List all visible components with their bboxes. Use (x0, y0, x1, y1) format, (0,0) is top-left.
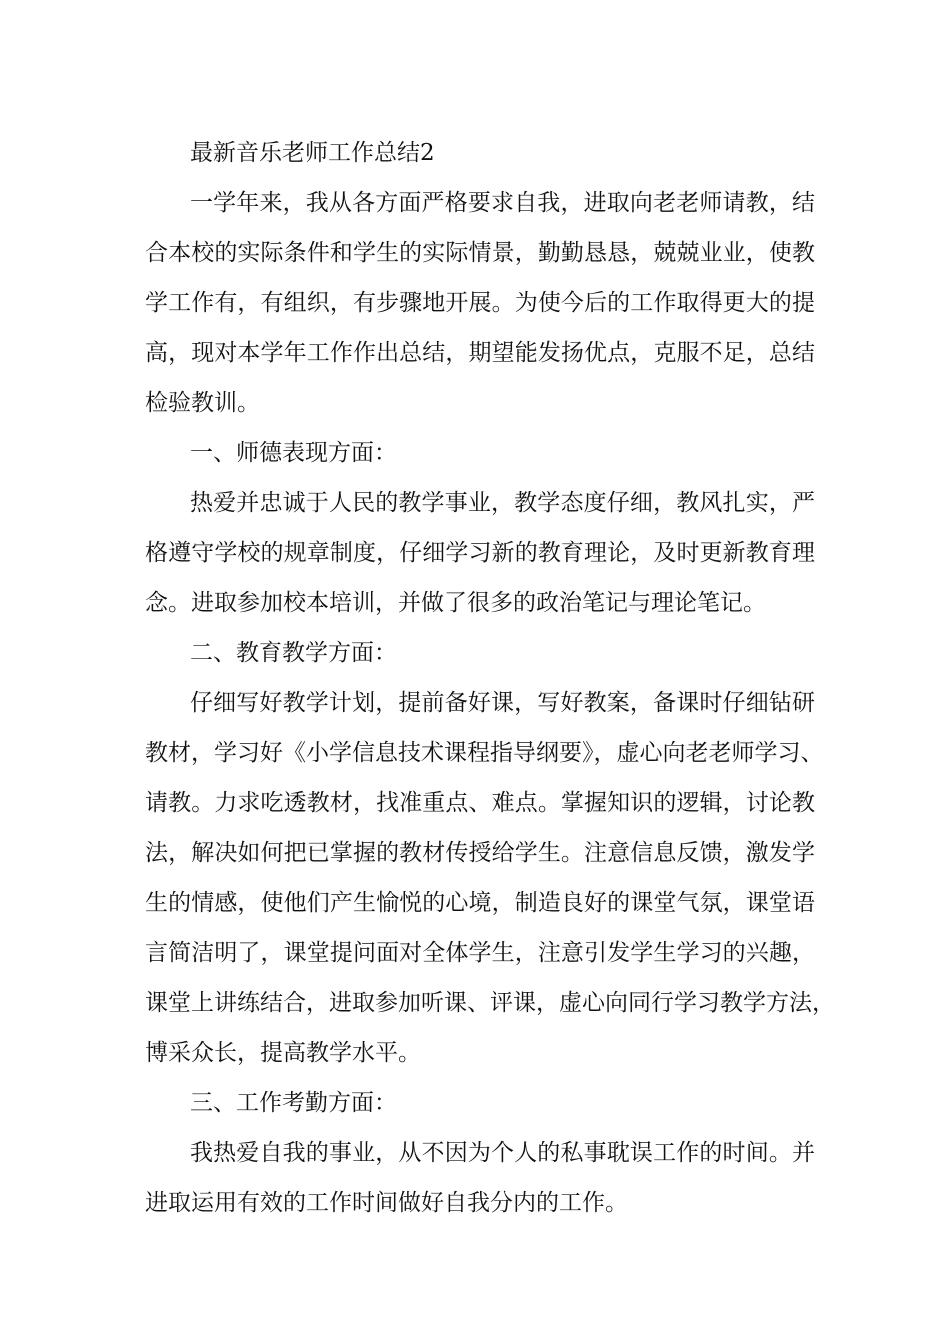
paragraph-line: 检验教训。 (145, 390, 260, 416)
document-title: 最新音乐老师工作总结2 (190, 140, 435, 166)
paragraph-line: 一学年来，我从各方面严格要求自我，进取向老老师请教，结 (190, 190, 815, 216)
paragraph-line: 热爱并忠诚于人民的教学事业，教学态度仔细，教风扎实，严 (190, 490, 815, 516)
section-heading-attendance: 三、工作考勤方面： (190, 1090, 397, 1116)
paragraph-line: 合本校的实际条件和学生的实际情景，勤勤恳恳，兢兢业业，使教 (145, 240, 815, 266)
paragraph-line: 言简洁明了，课堂提问面对全体学生，注意引发学生学习的兴趣， (145, 940, 815, 966)
paragraph-line: 学工作有，有组织，有步骤地开展。为使今后的工作取得更大的提 (145, 290, 815, 316)
section-paragraph-teaching (145, 678, 835, 1078)
paragraph-line: 仔细写好教学计划，提前备好课，写好教案，备课时仔细钻研 (190, 690, 815, 716)
paragraph-line: 我热爱自我的事业，从不因为个人的私事耽误工作的时间。并 (190, 1140, 815, 1166)
section-heading-teaching: 二、教育教学方面： (190, 640, 397, 666)
paragraph-line: 教材，学习好《小学信息技术课程指导纲要》，虚心向老老师学习、 (145, 740, 824, 766)
intro-paragraph (145, 178, 815, 428)
paragraph-line: 进取运用有效的工作时间做好自我分内的工作。 (145, 1190, 628, 1216)
section-heading-ethics: 一、师德表现方面： (190, 440, 397, 466)
paragraph-line: 格遵守学校的规章制度，仔细学习新的教育理论，及时更新教育理 (145, 540, 815, 566)
section-paragraph-attendance (145, 1128, 815, 1228)
paragraph-line: 高，现对本学年工作作出总结，期望能发扬优点，克服不足，总结 (145, 340, 815, 366)
paragraph-line: 博采众长，提高教学水平。 (145, 1040, 421, 1066)
paragraph-line: 念。进取参加校本培训，并做了很多的政治笔记与理论笔记。 (145, 590, 766, 616)
section-paragraph-ethics (145, 478, 815, 628)
document-page (145, 128, 835, 1228)
paragraph-line: 请教。力求吃透教材，找准重点、难点。掌握知识的逻辑，讨论教 (145, 790, 815, 816)
paragraph-line: 课堂上讲练结合，进取参加听课、评课，虚心向同行学习教学方法， (145, 990, 835, 1016)
paragraph-line: 法，解决如何把已掌握的教材传授给学生。注意信息反馈，激发学 (145, 840, 815, 866)
paragraph-line: 生的情感，使他们产生愉悦的心境，制造良好的课堂气氛，课堂语 (145, 890, 815, 916)
